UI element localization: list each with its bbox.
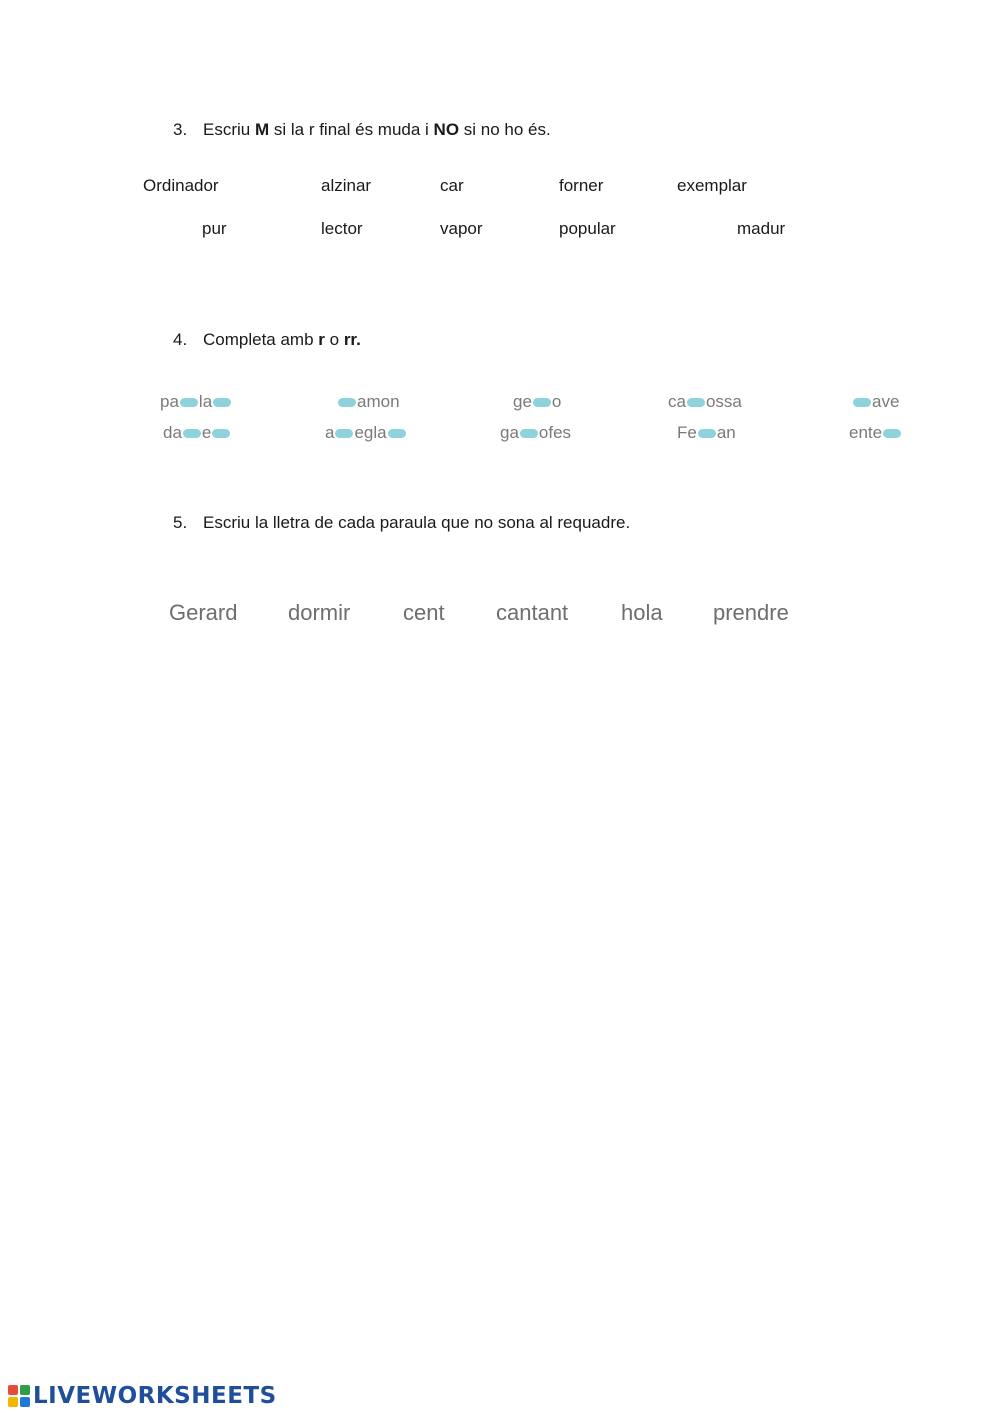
letter-blank[interactable] bbox=[533, 398, 551, 407]
fill-word bbox=[337, 392, 400, 412]
fill-word bbox=[849, 423, 902, 443]
q5-word[interactable]: Gerard bbox=[169, 600, 238, 625]
word-part: amon bbox=[357, 392, 400, 411]
letter-blank[interactable] bbox=[687, 398, 705, 407]
letter-blank[interactable] bbox=[338, 398, 356, 407]
word-part: ga bbox=[500, 423, 519, 442]
instruction-bold: rr. bbox=[343, 330, 361, 349]
letter-blank[interactable] bbox=[853, 398, 871, 407]
word-part: la bbox=[198, 392, 213, 411]
letter-blank[interactable] bbox=[180, 398, 198, 407]
instruction-text: Escriu la lletra de cada paraula que no sona al requadre. bbox=[203, 513, 631, 532]
letter-blank[interactable] bbox=[213, 398, 231, 407]
q3-word: forner bbox=[559, 176, 604, 195]
instruction-bold: NO bbox=[433, 120, 460, 139]
word-part: ossa bbox=[705, 392, 742, 411]
logo-mark-icon bbox=[8, 1385, 30, 1407]
letter-blank[interactable] bbox=[335, 429, 353, 438]
letter-blank[interactable] bbox=[183, 429, 201, 438]
instruction-bold: r bbox=[318, 330, 325, 349]
q5-word[interactable]: cent bbox=[403, 600, 445, 625]
letter-blank[interactable] bbox=[883, 429, 901, 438]
fill-word bbox=[325, 423, 407, 443]
instruction-text: Completa amb bbox=[203, 330, 319, 349]
liveworksheets-logo bbox=[8, 1384, 277, 1408]
q3-word: car bbox=[440, 176, 464, 195]
letter-blank[interactable] bbox=[212, 429, 230, 438]
word-part: ave bbox=[872, 392, 900, 411]
instruction-text: si la r final és muda i bbox=[269, 120, 434, 139]
q5-word[interactable]: prendre bbox=[713, 600, 789, 625]
letter-blank[interactable] bbox=[520, 429, 538, 438]
q5-word[interactable]: cantant bbox=[496, 600, 569, 625]
q5-word[interactable]: hola bbox=[621, 600, 663, 625]
instruction-text: o bbox=[324, 330, 344, 349]
fill-word bbox=[160, 392, 232, 412]
question-number: 3. bbox=[173, 120, 188, 139]
q3-word: madur bbox=[737, 219, 786, 238]
word-part: o bbox=[551, 392, 562, 411]
q3-word: Ordinador bbox=[143, 176, 219, 195]
q3-word: alzinar bbox=[321, 176, 372, 195]
question-4-instruction bbox=[173, 330, 361, 350]
word-part: ofes bbox=[538, 423, 572, 442]
question-5-instruction bbox=[173, 513, 630, 533]
word-part: an bbox=[716, 423, 736, 442]
fill-word bbox=[513, 392, 561, 412]
fill-word bbox=[500, 423, 571, 443]
word-part: da bbox=[163, 423, 182, 442]
q3-word: vapor bbox=[440, 219, 483, 238]
q3-word: popular bbox=[559, 219, 616, 238]
fill-word bbox=[163, 423, 231, 443]
instruction-text: Escriu bbox=[203, 120, 255, 139]
question-number: 4. bbox=[173, 330, 188, 349]
letter-blank[interactable] bbox=[388, 429, 406, 438]
word-part: egla bbox=[354, 423, 387, 442]
q3-word: pur bbox=[202, 219, 227, 238]
word-part: a bbox=[325, 423, 335, 442]
letter-blank[interactable] bbox=[698, 429, 716, 438]
fill-word bbox=[668, 392, 742, 412]
q3-word: exemplar bbox=[677, 176, 747, 195]
question-number: 5. bbox=[173, 513, 188, 532]
word-part: pa bbox=[160, 392, 179, 411]
fill-word bbox=[677, 423, 736, 443]
instruction-text: si no ho és. bbox=[459, 120, 551, 139]
logo-text: LIVEWORKSHEETS bbox=[33, 1383, 277, 1409]
word-part: Fe bbox=[677, 423, 697, 442]
q3-word: lector bbox=[321, 219, 363, 238]
word-part: ca bbox=[668, 392, 686, 411]
instruction-bold: M bbox=[254, 120, 270, 139]
question-3-instruction bbox=[173, 120, 551, 140]
q5-word[interactable]: dormir bbox=[288, 600, 351, 625]
word-part: ente bbox=[849, 423, 883, 442]
word-part: e bbox=[201, 423, 212, 442]
fill-word bbox=[852, 392, 899, 412]
word-part: ge bbox=[513, 392, 532, 411]
